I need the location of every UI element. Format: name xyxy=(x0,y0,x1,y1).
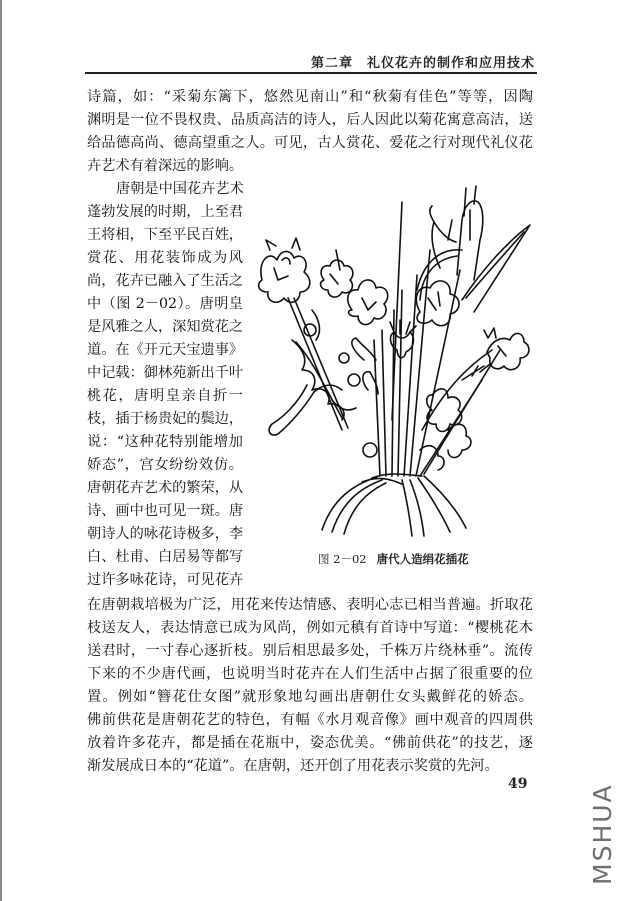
flower-arrangement-illustration xyxy=(252,180,532,540)
text-line: 渐发展成日本的“花道”。在唐朝，还开创了用花表示奖赏的先河。 xyxy=(87,758,499,774)
figure-number: 图 2－02 xyxy=(318,552,367,566)
header-rule xyxy=(85,72,537,74)
text-line: 桃花，唐明皇亲自折一 xyxy=(87,388,243,404)
text-line: 诗篇，如：“采菊东篱下，悠然见南山”和“秋菊有佳色”等等，因陶 xyxy=(87,89,533,105)
text-line: 赏花、用花装饰成为风 xyxy=(87,250,243,266)
text-line: 白、杜甫、白居易等都写 xyxy=(87,549,244,565)
text-line: 是风雅之人，深知赏花之 xyxy=(87,319,244,335)
chapter-label: 第二章 xyxy=(310,56,353,71)
chapter-title: 礼仪花卉的制作和应用技术 xyxy=(366,56,535,71)
text-line: 中（图 2－02）。唐明皇 xyxy=(87,296,243,312)
text-line: 卉艺术有着深远的影响。 xyxy=(87,158,244,174)
running-header xyxy=(311,52,535,71)
figure-caption xyxy=(318,551,469,567)
text-line: 放着许多花卉，都是插在花瓶中，姿态优美。“佛前供花”的技艺，逐 xyxy=(87,735,533,751)
text-line: 唐朝花卉艺术的繁荣，从 xyxy=(87,480,244,496)
text-line: 王将相，下至平民百姓， xyxy=(87,227,244,243)
text-line: 送君时，一寸春心逐折枝。别后相思最多处，千株万片绕林垂”。流传 xyxy=(87,643,533,659)
text-line: 唐朝是中国花卉艺术 xyxy=(116,181,244,197)
page-number: 49 xyxy=(508,776,528,792)
text-line: 给品德高尚、德高望重之人。可见，古人赏花、爱花之行对现代礼仪花 xyxy=(87,135,533,151)
text-line: 蓬勃发展的时期，上至君 xyxy=(87,204,244,220)
text-line: 朝诗人的咏花诗极多，李 xyxy=(87,526,244,542)
text-line: 道。在《开元天宝遗事》 xyxy=(87,342,244,358)
text-line: 娇态”，宫女纷纷效仿。 xyxy=(87,457,243,473)
page-left-edge xyxy=(0,0,2,901)
watermark: MSHUA xyxy=(588,783,617,885)
text-line: 枝送友人，表达情意已成为风尚，例如元稹有首诗中写道：“樱桃花木 xyxy=(87,620,533,636)
text-line: 佛前供花是唐朝花艺的特色，有幅《水月观音像》画中观音的四周供 xyxy=(87,712,533,728)
text-line: 下来的不少唐代画，也说明当时花卉在人们生活中占据了很重要的位 xyxy=(87,666,533,682)
text-line: 诗、画中也可见一斑。唐 xyxy=(87,503,244,519)
text-line: 说：“这种花特别能增加 xyxy=(87,434,243,450)
text-line: 在唐朝栽培极为广泛，用花来传达情感、表明心志已相当普遍。折取花 xyxy=(87,597,533,613)
text-line: 枝，插于杨贵妃的鬓边， xyxy=(87,411,244,427)
text-line: 过许多咏花诗，可见花卉 xyxy=(87,572,244,588)
text-line: 尚，花卉已融入了生活之 xyxy=(87,273,244,289)
text-line: 置。例如“簪花仕女图”就形象地勾画出唐朝仕女头戴鲜花的娇态。 xyxy=(87,689,533,705)
figure-caption-text: 唐代人造绢花插花 xyxy=(376,552,469,566)
text-line: 中记载：御林苑新出千叶 xyxy=(87,365,244,381)
text-line: 渊明是一位不畏权贵、品质高洁的诗人，后人因此以菊花寓意高洁，送 xyxy=(87,112,533,128)
